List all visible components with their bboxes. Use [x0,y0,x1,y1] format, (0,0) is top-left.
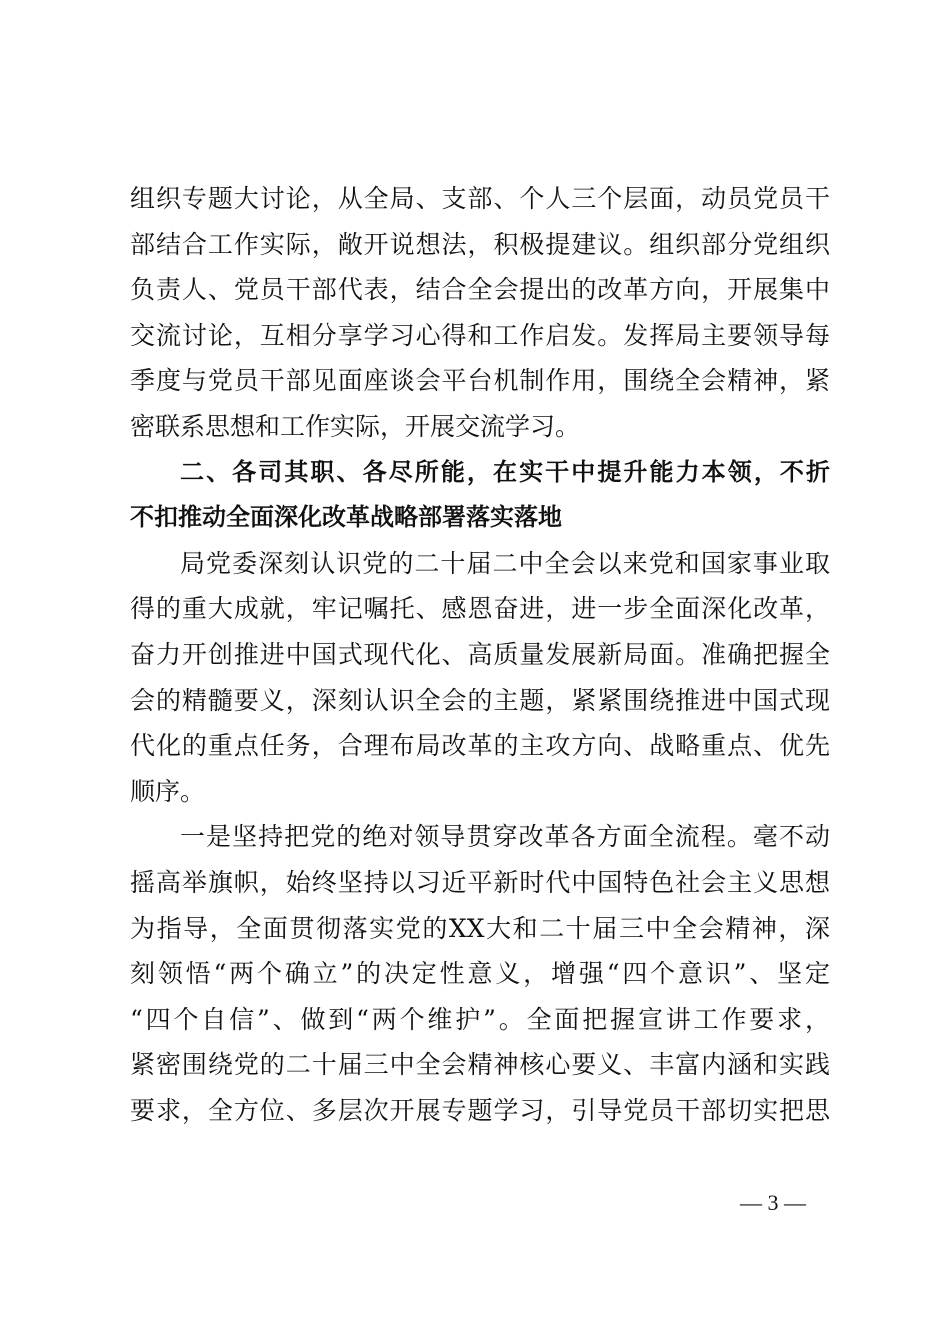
text-line: 负责人、党员干部代表，结合全会提出的改革方向，开展集中 [130,275,830,305]
text-line: 为指导，全面贯彻落实党的XX大和二十届三中全会精神，深 [130,913,830,943]
text-line: 部结合工作实际，敞开说想法，积极提建议。组织部分党组织 [130,229,830,259]
text-line: 代化的重点任务，合理布局改革的主攻方向、战略重点、优先 [130,731,830,761]
heading-line: 二、各司其职、各尽所能，在实干中提升能力本领，不折 [180,457,830,486]
text-line: 紧密围绕党的二十届三中全会精神核心要义、丰富内涵和实践 [130,1050,830,1080]
text-line: 一是坚持把党的绝对领导贯穿改革各方面全流程。毫不动 [180,822,830,852]
text-line: “四个自信”、做到“两个维护”。全面把握宣讲工作要求， [130,1004,830,1034]
text-line: 组织专题大讨论，从全局、支部、个人三个层面，动员党员干 [130,184,830,213]
text-line: 季度与党员干部见面座谈会平台机制作用，围绕全会精神，紧 [130,366,830,396]
document-body [130,176,830,1133]
text-line: 会的精髓要义，深刻认识全会的主题，紧紧围绕推进中国式现 [130,685,830,715]
section-heading [130,450,830,541]
paragraph-2 [130,541,830,815]
text-line: 刻领悟“两个确立”的决定性意义，增强“四个意识”、坚定 [130,959,830,989]
text-line: 得的重大成就，牢记嘱托、感恩奋进，进一步全面深化改革， [130,594,830,624]
text-line: 要求，全方位、多层次开展专题学习，引导党员干部切实把思 [130,1095,830,1125]
text-line: 交流讨论，互相分享学习心得和工作启发。发挥局主要领导每 [130,320,830,350]
page-number: — 3 — [740,1190,806,1215]
text-line: 局党委深刻认识党的二十届二中全会以来党和国家事业取 [180,548,830,578]
heading-line: 不扣推动全面深化改革战略部署落实落地 [130,503,562,532]
paragraph-1 [130,176,830,450]
text-line: 奋力开创推进中国式现代化、高质量发展新局面。准确把握全 [130,639,830,669]
text-line: 摇高举旗帜，始终坚持以习近平新时代中国特色社会主义思想 [130,867,830,897]
paragraph-3 [130,814,830,1133]
text-line: 密联系思想和工作实际，开展交流学习。 [130,411,581,441]
text-line: 顺序。 [130,776,206,806]
